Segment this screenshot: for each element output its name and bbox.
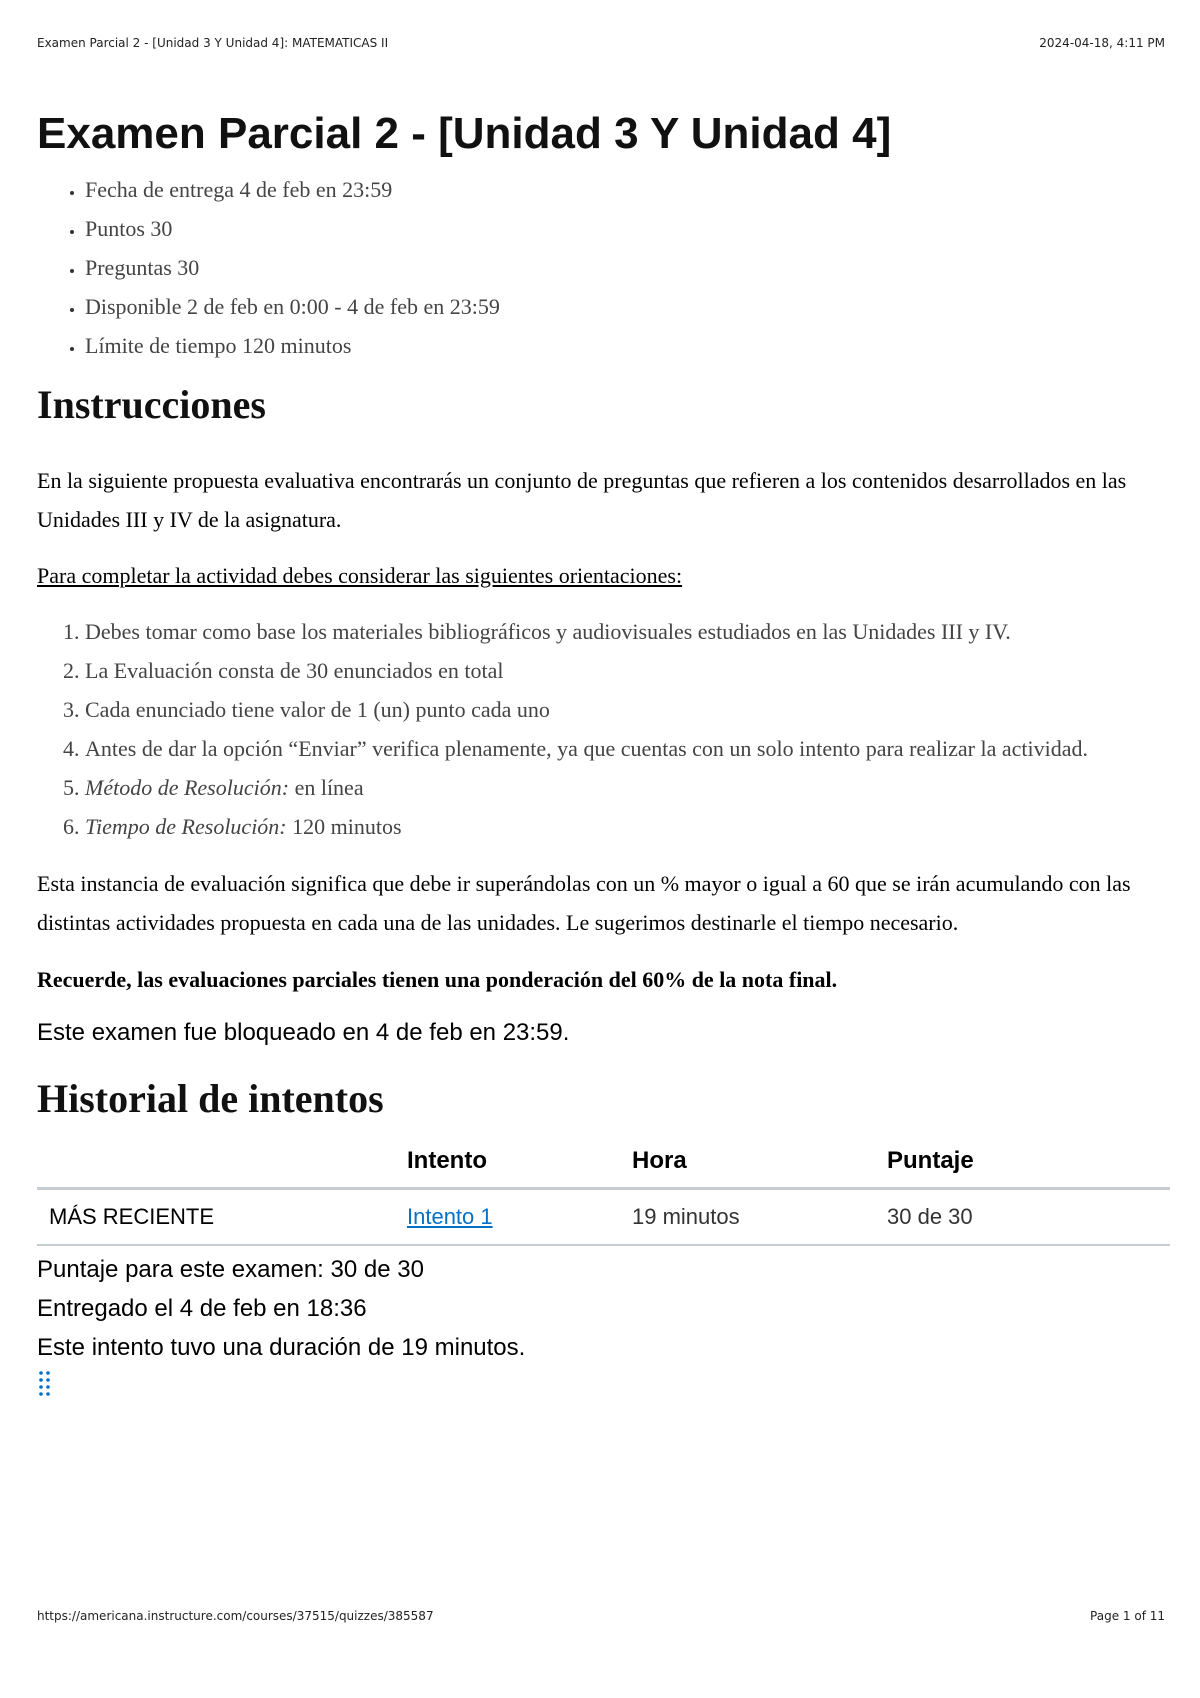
print-footer-url: https://americana.instructure.com/courses/37515/quizzes/385587 <box>37 1609 434 1623</box>
history-heading: Historial de intentos <box>37 1076 384 1121</box>
locked-notice: Este examen fue bloqueado en 4 de feb en 23:59. <box>37 1019 570 1046</box>
time-value: 120 minutos <box>286 814 402 839</box>
print-header <box>37 36 1165 50</box>
table-row <box>37 1189 1170 1246</box>
print-header-datetime: 2024-04-18, 4:11 PM <box>1039 36 1165 50</box>
attempt-time: 19 minutos <box>632 1189 887 1246</box>
method-label: Método de Resolución: <box>85 775 290 800</box>
attempt-link[interactable]: Intento 1 <box>407 1204 493 1229</box>
attempt-link-cell <box>407 1189 632 1246</box>
detail-available: • Disponible 2 de feb en 0:00 - 4 de feb en 23:59 <box>85 287 1170 326</box>
print-footer <box>37 1609 1165 1623</box>
rule-item: 4. Antes de dar la opción “Enviar” verifica plenamente, ya que cuentas con un solo intento para realizar la actividad. <box>85 729 1170 768</box>
submitted-at: Entregado el 4 de feb en 18:36 <box>37 1295 367 1322</box>
attempt-recent-label: MÁS RECIENTE <box>37 1189 407 1246</box>
column-header-time: Hora <box>632 1145 887 1189</box>
column-header-label <box>37 1145 407 1189</box>
orientations-label: Para completar la actividad debes considerar las siguientes orientaciones: <box>37 563 683 588</box>
attempt-score: 30 de 30 <box>887 1189 1170 1246</box>
drag-handle-icon[interactable] <box>37 1369 1170 1407</box>
reminder-text: Recuerde, las evaluaciones parciales tienen una ponderación del 60% de la nota final. <box>37 967 838 992</box>
rule-item: 3. Cada enunciado tiene valor de 1 (un) punto cada uno <box>85 690 1170 729</box>
detail-due-date: • Fecha de entrega 4 de feb en 23:59 <box>85 170 1170 209</box>
detail-points: • Puntos 30 <box>85 209 1170 248</box>
print-header-title: Examen Parcial 2 - [Unidad 3 Y Unidad 4]: MATEMATICAS II <box>37 36 389 50</box>
rules-list <box>37 612 1170 846</box>
print-footer-page: Page 1 of 11 <box>1090 1609 1165 1623</box>
column-header-attempt: Intento <box>407 1145 632 1189</box>
method-value: en línea <box>289 775 364 800</box>
quiz-score: Puntaje para este examen: 30 de 30 <box>37 1256 424 1283</box>
quiz-details-list <box>37 170 1170 365</box>
quiz-content <box>37 108 1170 1407</box>
rule-item-method <box>85 768 1170 807</box>
attempt-summary <box>37 1250 1170 1367</box>
table-header-row <box>37 1145 1170 1189</box>
detail-time-limit: • Límite de tiempo 120 minutos <box>85 326 1170 365</box>
rule-item: 1. Debes tomar como base los materiales bibliográficos y audiovisuales estudiados en las Unidades III y IV. <box>85 612 1170 651</box>
column-header-score: Puntaje <box>887 1145 1170 1189</box>
instance-text: Esta instancia de evaluación significa que debe ir superándolas con un % mayor o igual a 60 que se irán acumulando con las distintas actividades propuesta en cada una de las unidades. Le sugerimos destinarle el tiempo necesario. <box>37 871 1131 935</box>
attempt-duration: Este intento tuvo una duración de 19 minutos. <box>37 1334 526 1361</box>
time-label: Tiempo de Resolución: <box>85 814 287 839</box>
rule-item-time <box>85 807 1170 846</box>
page-title: Examen Parcial 2 - [Unidad 3 Y Unidad 4] <box>37 109 892 158</box>
instructions-intro: En la siguiente propuesta evaluativa encontrarás un conjunto de preguntas que refieren a los contenidos desarrollados en las Unidades III y IV de la asignatura. <box>37 468 1127 532</box>
instructions-heading: Instrucciones <box>37 382 266 427</box>
detail-questions: • Preguntas 30 <box>85 248 1170 287</box>
rule-item: 2. La Evaluación consta de 30 enunciados en total <box>85 651 1170 690</box>
attempts-table <box>37 1145 1170 1246</box>
